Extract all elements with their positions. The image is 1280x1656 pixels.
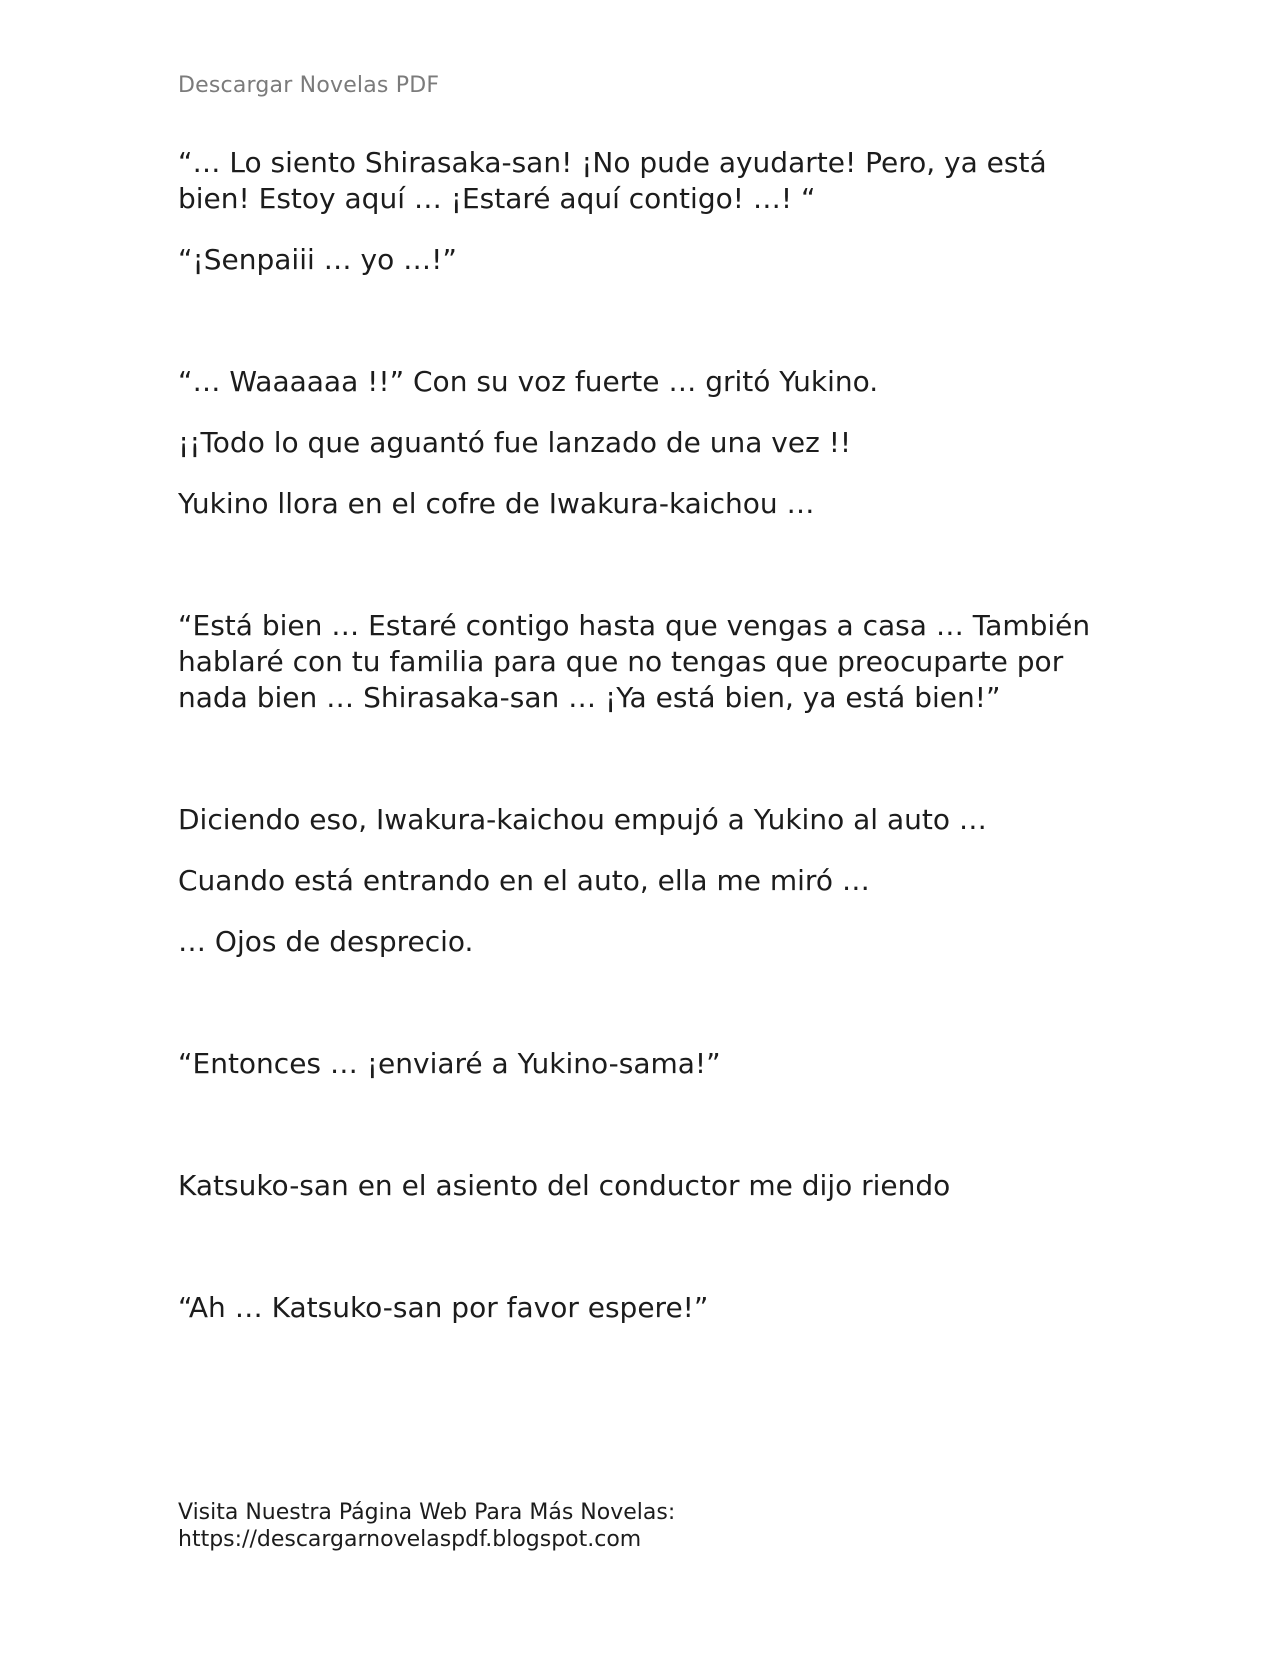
paragraph: Cuando está entrando en el auto, ella me miró … — [178, 864, 870, 897]
footer-website-link[interactable]: https://descargarnovelaspdf.blogspot.com — [178, 1527, 642, 1552]
paragraph: Katsuko-san en el asiento del conductor me dijo riendo — [178, 1169, 951, 1202]
paragraph: Yukino llora en el cofre de Iwakura-kaichou … — [178, 487, 815, 520]
body-text — [178, 145, 1098, 1351]
footer-promo-text: Visita Nuestra Página Web Para Más Novelas: — [178, 1500, 676, 1525]
paragraph: ¡¡Todo lo que aguantó fue lanzado de una vez !! — [178, 426, 852, 459]
paragraph-gap — [178, 985, 1098, 1046]
paragraph: Diciendo eso, Iwakura-kaichou empujó a Yukino al auto … — [178, 803, 987, 836]
paragraph: “¡Senpaiii … yo …!” — [178, 243, 457, 276]
paragraph: “Ah … Katsuko-san por favor espere!” — [178, 1291, 709, 1324]
paragraph: “… Waaaaaa !!” Con su voz fuerte … gritó Yukino. — [178, 365, 879, 398]
paragraph-gap — [178, 303, 1098, 364]
paragraph: “Está bien … Estaré contigo hasta que vengas a casa … También hablaré con tu familia para que no tengas que preocuparte por nada bien … Shirasaka-san … ¡Ya está bien, ya está bien!” — [178, 609, 1091, 714]
paragraph-gap — [178, 1229, 1098, 1290]
page-footer — [178, 1499, 675, 1553]
page-header: Descargar Novelas PDF — [178, 73, 440, 98]
paragraph: “… Lo siento Shirasaka-san! ¡No pude ayudarte! Pero, ya está bien! Estoy aquí … ¡Estaré aquí contigo! …! “ — [178, 146, 1047, 215]
paragraph-gap — [178, 547, 1098, 608]
paragraph-gap — [178, 1107, 1098, 1168]
paragraph: “Entonces … ¡enviaré a Yukino-sama!” — [178, 1047, 721, 1080]
paragraph: … Ojos de desprecio. — [178, 925, 474, 958]
paragraph-gap — [178, 741, 1098, 802]
